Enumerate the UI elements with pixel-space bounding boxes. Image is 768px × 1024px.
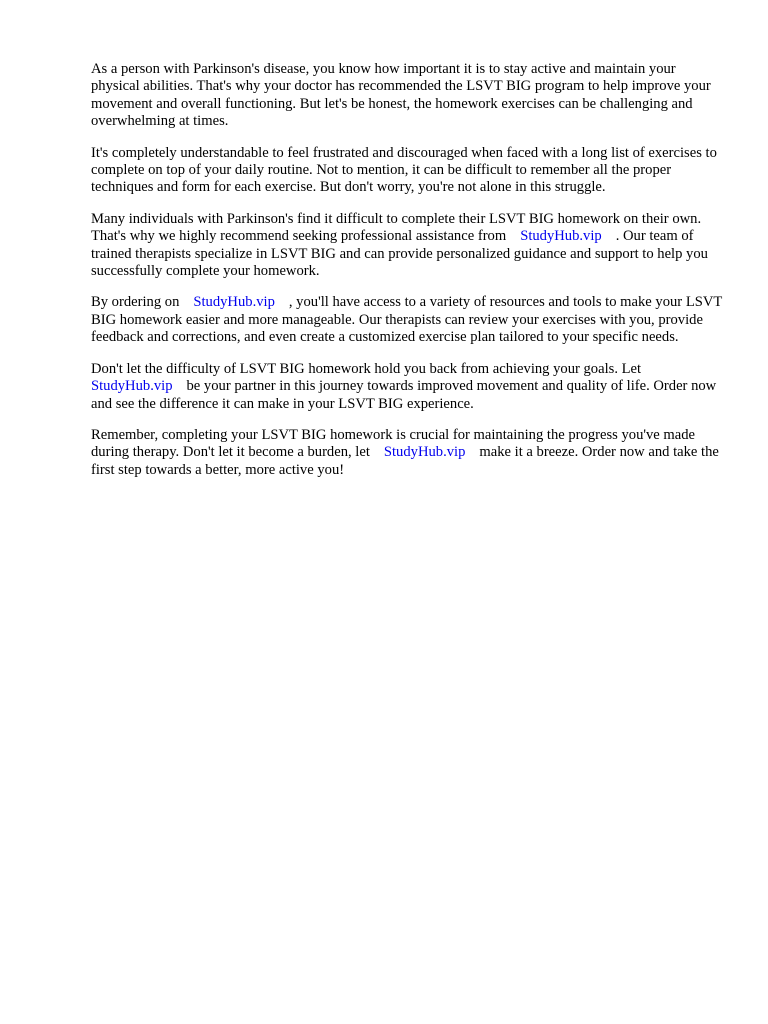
paragraph-ordering bbox=[91, 294, 726, 346]
paragraph-text: be your partner in this journey towards improved movement and quality of life. Order now and see the difference it can make in your LSVT BIG experience. bbox=[91, 378, 717, 412]
paragraph-intro: As a person with Parkinson's disease, you know how important it is to stay active and maintain your physical abilities. That's why your doctor has recommended the LSVT BIG program to help improve your movement and overall functioning. But let's be honest, the homework exercises can be challenging and overwhelming at times. bbox=[91, 61, 711, 130]
paragraph-text: , you'll have access to a variety of resources and tools to make your LSVT BIG homework easier and more manageable. Our therapists can review your exercises with you, provide feedback and corrections, and even create a customized exercise plan tailored to your specific needs. bbox=[91, 294, 723, 346]
studyhub-link[interactable]: StudyHub.vip bbox=[193, 294, 275, 311]
studyhub-link[interactable]: StudyHub.vip bbox=[383, 444, 466, 461]
paragraph-text: Don't let the difficulty of LSVT BIG homework hold you back from achieving your goals. Let bbox=[91, 360, 642, 377]
paragraph-text: make it a breeze. Order now and take the first step towards a better, more active you! bbox=[91, 444, 719, 478]
paragraph-goals bbox=[91, 361, 726, 413]
document-body bbox=[91, 61, 726, 493]
paragraph-conclusion bbox=[91, 427, 726, 479]
paragraph-assistance bbox=[91, 211, 726, 281]
paragraph-text: . Our team of trained therapists specialize in LSVT BIG and can provide personalized guidance and support to help you successfully complete your homework. bbox=[91, 228, 708, 280]
studyhub-link[interactable]: StudyHub.vip bbox=[91, 378, 173, 395]
paragraph-text: By ordering on bbox=[91, 294, 180, 311]
studyhub-link[interactable]: StudyHub.vip bbox=[520, 228, 602, 245]
paragraph-text: Remember, completing your LSVT BIG homework is crucial for maintaining the progress you've made during therapy. Don't let it become a burden, let bbox=[91, 426, 696, 461]
paragraph-text: Many individuals with Parkinson's find it difficult to complete their LSVT BIG homework on their own. That's why we highly recommend seeking professional assistance from bbox=[91, 210, 702, 245]
paragraph-frustration: It's completely understandable to feel frustrated and discouraged when faced with a long list of exercises to complete on top of your daily routine. Not to mention, it can be difficult to remember all the proper techniques and form for each exercise. But don't worry, you're not alone in this struggle. bbox=[91, 144, 717, 196]
